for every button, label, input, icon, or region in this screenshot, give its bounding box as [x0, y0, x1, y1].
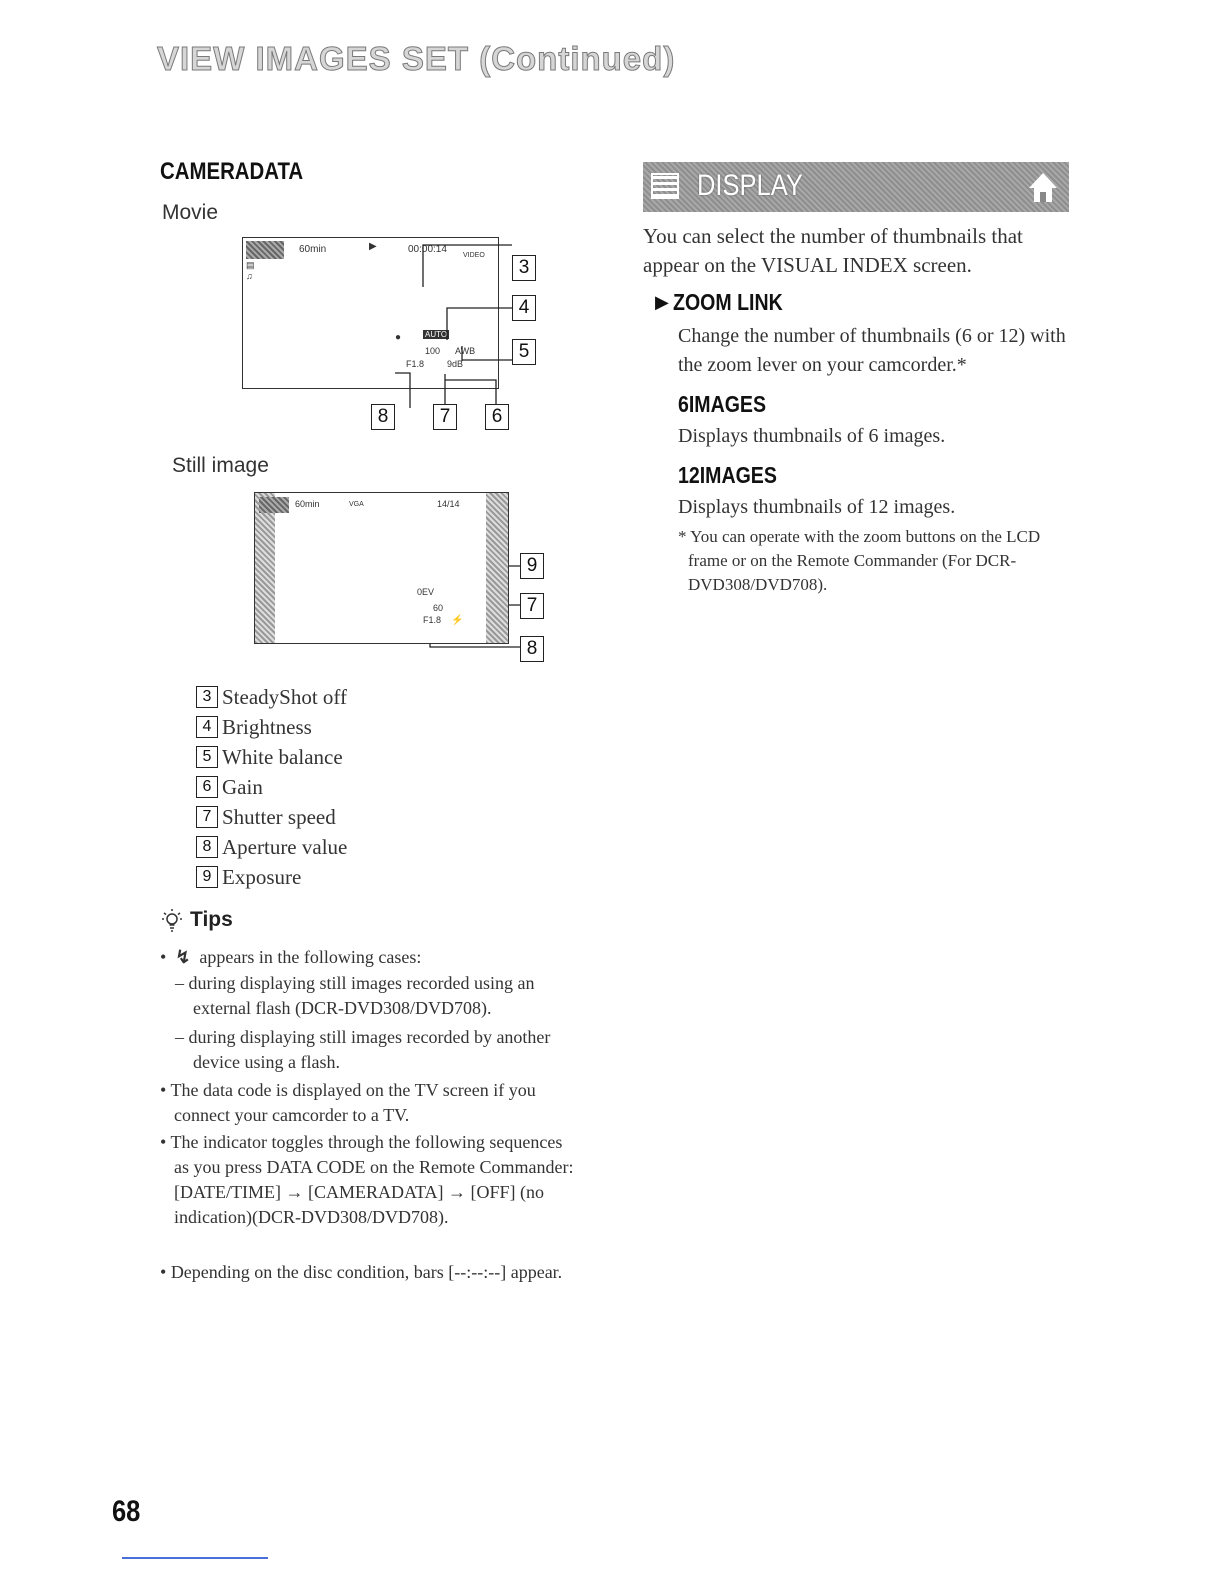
tip-bullet-disc: • Depending on the disc condition, bars [--:--:--] appear. — [160, 1262, 563, 1282]
tip-bullet-tv: • The data code is displayed on the TV screen if you connect your camcorder to a TV. — [160, 1080, 536, 1125]
display-footnote: * You can operate with the zoom buttons on the LCD frame or on the Remote Commander (For DCR-DVD308/DVD708). — [678, 527, 1041, 594]
movie-wb: AWB — [455, 346, 476, 356]
tip-bullet-flash: • ↯ appears in the following cases: — [160, 947, 422, 967]
legend-item: 9 Exposure — [196, 864, 301, 890]
triangle-right-icon: ▶ — [655, 292, 669, 312]
still-flash-icon: ⚡ — [451, 615, 464, 626]
movie-aperture: F1.8 — [406, 359, 425, 369]
tip-sub-external-flash: – during displaying still images recorded using an external flash (DCR-DVD308/DVD708). — [175, 973, 535, 1018]
zoom-link-title: ZOOM LINK — [672, 289, 783, 315]
legend-item: 6 Gain — [196, 774, 263, 800]
cameradata-title: CAMERADATA — [160, 158, 304, 185]
still-left-band — [255, 493, 275, 643]
tip-bullet-toggle: • The indicator toggles through the following sequences as you press DATA CODE on the Remote Commander: [DATE/TIME] → [CAMERADATA] → [OFF] (no indication)(DCR-DVD308/DVD708). — [160, 1132, 574, 1227]
still-count: 14/14 — [437, 499, 460, 509]
six-images-body: Displays thumbnails of 6 images. — [678, 425, 946, 447]
display-section-bar — [643, 162, 1069, 212]
movie-disc: VIDEO — [463, 252, 485, 259]
movie-play-icon: ▶ — [369, 241, 377, 252]
movie-callout-7: 7 — [433, 404, 457, 430]
movie-shutter: 100 — [425, 346, 441, 356]
still-aperture: F1.8 — [423, 615, 442, 625]
movie-callout-4: 4 — [512, 295, 536, 321]
tips-title: Tips — [190, 908, 233, 931]
still-shutter: 60 — [433, 603, 444, 613]
legend-item: 3 SteadyShot off — [196, 684, 347, 710]
still-mode-icon — [259, 497, 289, 513]
movie-gain: 9dB — [447, 359, 464, 369]
still-screen — [254, 492, 509, 644]
still-right-band — [486, 493, 508, 643]
movie-callout-6: 6 — [485, 404, 509, 430]
still-battery: 60min — [295, 499, 320, 509]
movie-callout-3: 3 — [512, 255, 536, 281]
still-callout-7: 7 — [520, 593, 544, 619]
movie-callout-5: 5 — [512, 339, 536, 365]
twelve-images-body: Displays thumbnails of 12 images. — [678, 496, 956, 518]
steadyshot-off-icon: ● — [395, 332, 402, 343]
twelve-images-title: 12IMAGES — [678, 462, 777, 488]
movie-time: 00:00:14 — [408, 244, 447, 255]
flash-icon: ↯ — [175, 947, 191, 967]
movie-label: Movie — [162, 201, 219, 224]
legend-item: 5 White balance — [196, 744, 343, 770]
thumbnail-grid-icon — [651, 173, 679, 199]
lightbulb-icon — [162, 908, 182, 932]
tips-heading — [162, 908, 233, 932]
still-exposure: 0EV — [417, 587, 435, 597]
still-image-label: Still image — [172, 454, 269, 477]
display-intro: You can select the number of thumbnails that appear on the VISUAL INDEX screen. — [643, 224, 1023, 277]
still-size: VGA — [349, 501, 364, 508]
movie-auto-badge: AUTO — [425, 330, 448, 339]
movie-callout-8: 8 — [371, 404, 395, 430]
zoom-link-body: Change the number of thumbnails (6 or 12) with the zoom lever on your camcorder.* — [678, 325, 1066, 376]
legend-item: 7 Shutter speed — [196, 804, 336, 830]
movie-settings-icons: ▤ ♫ — [246, 260, 255, 281]
legend-item: 4 Brightness — [196, 714, 312, 740]
legend-item: 8 Aperture value — [196, 834, 347, 860]
six-images-title: 6IMAGES — [678, 391, 767, 417]
page-header: VIEW IMAGES SET (Continued) — [157, 40, 676, 77]
movie-battery: 60min — [299, 244, 327, 255]
page-number: 68 — [112, 1495, 141, 1528]
footer-rule — [122, 1557, 268, 1559]
still-callout-8: 8 — [520, 636, 544, 662]
zoom-link-heading — [655, 289, 802, 316]
still-callout-9: 9 — [520, 553, 544, 579]
display-title: DISPLAY — [697, 169, 803, 202]
tip-sub-other-device: – during displaying still images recorded by another device using a flash. — [175, 1027, 551, 1072]
home-icon[interactable] — [1027, 170, 1059, 204]
